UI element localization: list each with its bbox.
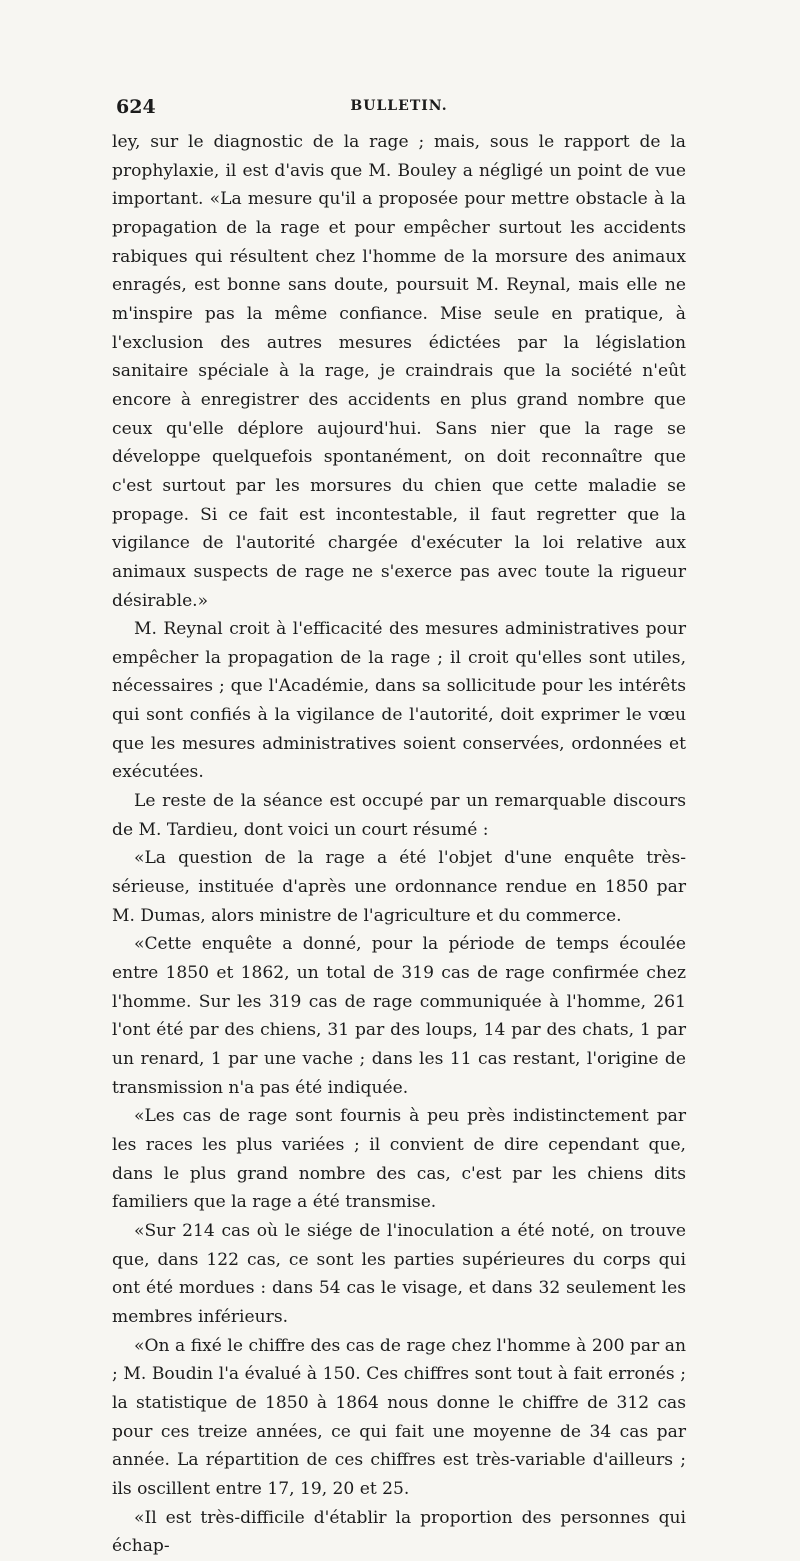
paragraph: «La question de la rage a été l'objet d'une enquête très-sérieuse, instituée d'après une ordonnance rendue en 1850 par M. Dumas, alors ministre de l'agriculture et du commerce.: [112, 848, 686, 926]
book-page: [112, 96, 686, 1561]
paragraph: «Sur 214 cas où le siége de l'inoculation a été noté, on trouve que, dans 122 cas, ce sont les parties supérieures du corps qui ont été mordues : dans 54 cas le visage, et dans 32 seulement les membres inférieurs.: [112, 1220, 686, 1327]
paragraph: «Cette enquête a donné, pour la période de temps écoulée entre 1850 et 1862, un total de 319 cas de rage confirmée chez l'homme. Sur les 319 cas de rage communiquée à l'homme, 261 l'ont été par des chiens, 31 par des loups, 14 par des chats, 1 par un renard, 1 par une vache ; dans les 11 cas restant, l'origine de transmission n'a pas été indiquée.: [112, 934, 686, 1098]
paragraph: M. Reynal croit à l'efficacité des mesures administratives pour empêcher la propagation de la rage ; il croit qu'elles sont utiles, nécessaires ; que l'Académie, dans sa sollicitude pour les intérêts qui sont confiés à la vigilance de l'autorité, doit exprimer le vœu que les mesures administratives soient conservées, ordonnées et exécutées.: [112, 619, 686, 783]
body-text: [112, 128, 686, 1561]
running-head: BULLETIN.: [350, 98, 448, 114]
page-number: 624: [116, 96, 156, 118]
paragraph: «Les cas de rage sont fournis à peu près indistinctement par les races les plus variées ; il convient de dire cependant que, dans le plus grand nombre des cas, c'est par les chiens dits familiers que la rage a été transmise.: [112, 1106, 686, 1213]
paragraph: ley, sur le diagnostic de la rage ; mais, sous le rapport de la prophylaxie, il est d'avis que M. Bouley a négligé un point de vue important. «La mesure qu'il a proposée pour mettre obstacle à la propagation de la rage et pour empêcher surtout les accidents rabiques qui résultent chez l'homme de la morsure des animaux enragés, est bonne sans doute, poursuit M. Reynal, mais elle ne m'inspire pas la même confiance. Mise seule en pratique, à l'exclusion des autres mesures édictées par la législation sanitaire spéciale à la rage, je craindrais que la société n'eût encore à enregistrer des accidents en plus grand nombre que ceux qu'elle déplore aujourd'hui. Sans nier que la rage se développe quelquefois spontanément, on doit reconnaître que c'est surtout par les morsures du chien que cette maladie se propage. Si ce fait est incontestable, il faut regretter que la vigilance de l'autorité chargée d'exécuter la loi relative aux animaux suspects de rage ne s'exerce pas avec toute la rigueur désirable.»: [112, 132, 686, 611]
paragraph: «On a fixé le chiffre des cas de rage chez l'homme à 200 par an ; M. Boudin l'a évalué à 150. Ces chiffres sont tout à fait erronés ; la statistique de 1850 à 1864 nous donne le chiffre de 312 cas pour ces treize années, ce qui fait une moyenne de 34 cas par année. La répartition de ces chiffres est très-variable d'ailleurs ; ils oscillent entre 17, 19, 20 et 25.: [112, 1335, 686, 1499]
paragraph: «Il est très-difficile d'établir la proportion des personnes qui échap-: [112, 1507, 686, 1557]
paragraph: Le reste de la séance est occupé par un remarquable discours de M. Tardieu, dont voici un court résumé :: [112, 791, 686, 840]
page-header: [112, 96, 686, 124]
